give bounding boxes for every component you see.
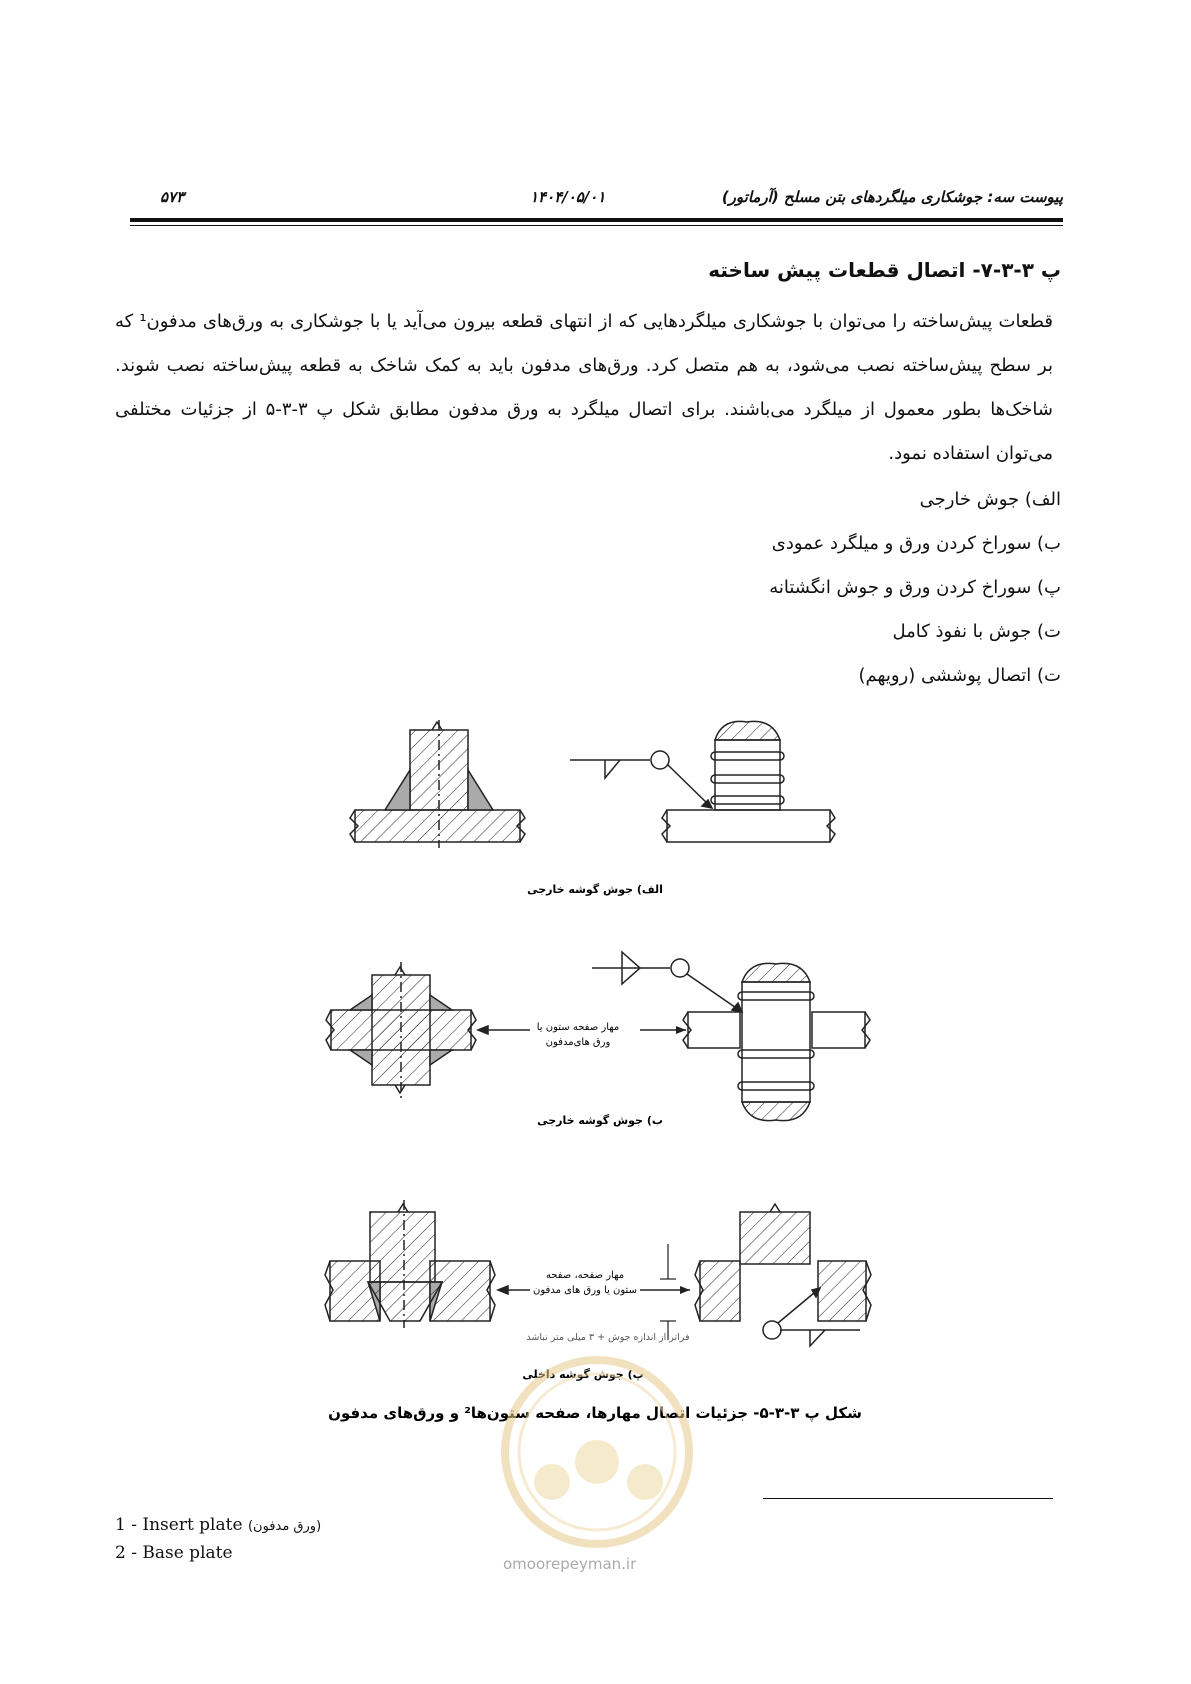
- list-item: الف) جوش خارجی: [919, 489, 1061, 510]
- watermark-url: omoorepeyman.ir: [503, 1555, 637, 1573]
- label-b-line1: مهار صفحه ستون یا: [536, 1022, 620, 1033]
- fig-c-section-view: [325, 1200, 530, 1328]
- label-c-line2: ستون یا ورق های مدفون: [533, 1285, 637, 1296]
- caption-c: پ) جوش گوشه داخلی: [522, 1368, 644, 1381]
- header-title: پیوست سه: جوشکاری میلگردهای بتن مسلح (آرماتور): [721, 188, 1063, 206]
- leader-b-arrow: [676, 1026, 686, 1034]
- footnote-2-text: 2 - Base plate: [115, 1543, 233, 1563]
- list-item: ب) سوراخ کردن ورق و میلگرد عمودی: [771, 533, 1061, 554]
- header-date: ۱۴۰۴/۰۵/۰۱: [530, 188, 606, 206]
- footnote-rule: [763, 1498, 1053, 1499]
- fig-a-elevation-view: [570, 721, 835, 842]
- footnote-1-text: 1 - Insert plate: [115, 1515, 243, 1535]
- body-paragraph: قطعات پیش‌ساخته را می‌توان با جوشکاری میلگردهایی که از انتهای قطعه بیرون می‌آید یا با جوشکاری به ورق‌های مدفون¹ که بر سطح پیش‌ساخته نصب می‌شود، به هم متصل کرد. ورق‌های مدفون باید به کمک شاخک به قطعه پیش‌ساخته نصب شوند. شاخک‌ها بطور معمول از میلگرد می‌باشند. برای اتصال میلگرد به ورق مدفون مطابق شکل پ ۳-۳-۵ از جزئیات مختلفی می‌توان استفاده نمود.: [115, 311, 1053, 464]
- footnote-1: [115, 1515, 321, 1535]
- fig-b-elevation-view: [592, 952, 870, 1121]
- list-item: ت) جوش با نفوذ کامل: [892, 621, 1061, 642]
- list-item: پ) سوراخ کردن ورق و جوش انگشتانه: [769, 577, 1061, 598]
- fig-b-section-view: [326, 962, 530, 1098]
- fig-c-elevation-view: [695, 1204, 871, 1346]
- label-c-line1: مهار صفحه، صفحه: [545, 1270, 625, 1281]
- caption-a: الف) جوش گوشه خارجی: [527, 883, 663, 896]
- caption-b: ب) جوش گوشه خارجی: [537, 1114, 663, 1127]
- watermark-seal: [497, 1352, 697, 1562]
- leader-c-arrow: [680, 1286, 690, 1294]
- fig-a-section-view: [350, 720, 525, 848]
- list-item: ت) اتصال پوششی (رویهم): [858, 665, 1061, 686]
- section-heading: پ ۳-۳-۷- اتصال قطعات پیش ساخته: [708, 258, 1061, 282]
- figure-caption: شکل پ ۳-۳-۵- جزئیات اتصال مهارها، صفحه ستون‌ها² و ورق‌های مدفون: [328, 1404, 862, 1422]
- footnote-1-fa: (ورق مدفون): [247, 1519, 322, 1534]
- page-number: ۵۷۳: [160, 188, 185, 206]
- dimension-mark: [660, 1244, 676, 1340]
- label-c-note: فراتر از اندازه جوش + ۳ میلی متر نباشد: [526, 1332, 690, 1343]
- footnote-2: [115, 1543, 233, 1563]
- label-b-line2: ورق های‌مدفون: [545, 1037, 611, 1048]
